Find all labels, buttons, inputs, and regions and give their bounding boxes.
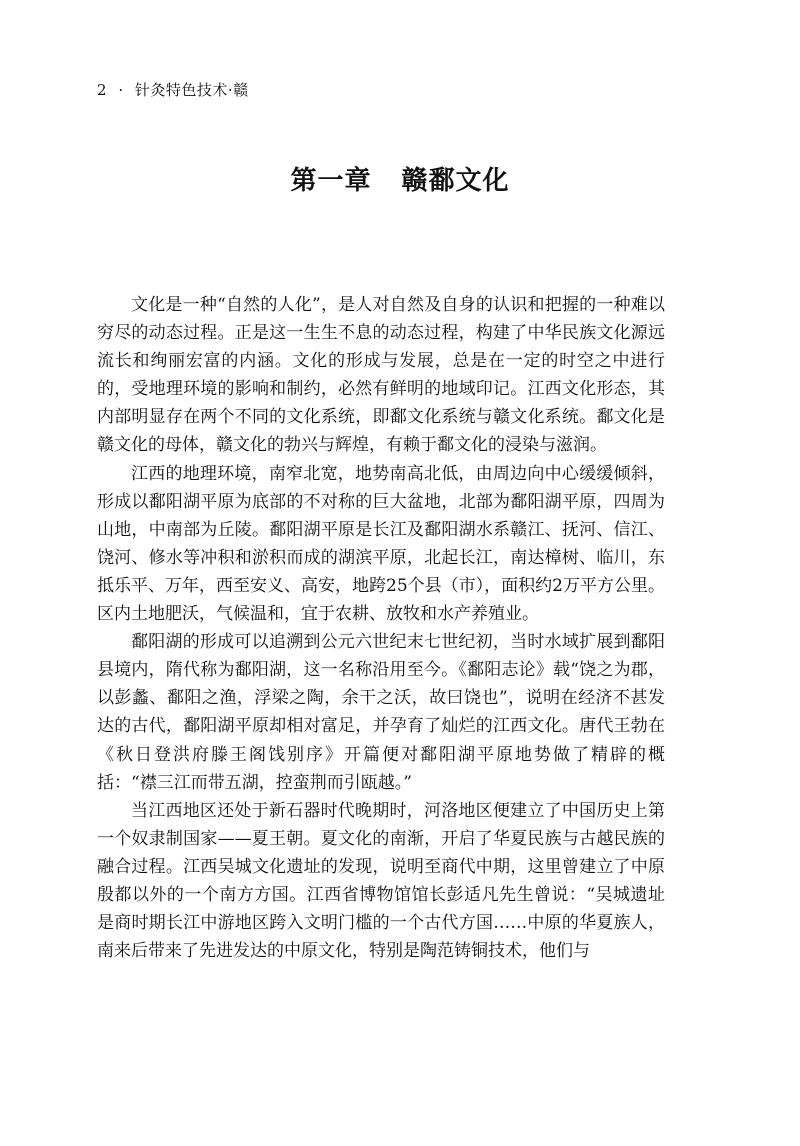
chapter-number: 第一章: [290, 166, 372, 196]
book-title: 针灸特色技术: [134, 81, 228, 99]
running-header: [97, 80, 249, 100]
page-number: 2: [97, 81, 108, 99]
body-text: [97, 291, 665, 965]
paragraph: 鄱阳湖的形成可以追溯到公元六世纪末七世纪初，当时水域扩展到鄱阳县境内，隋代称为鄱阳湖，这一名称沿用至今。《鄱阳志论》载“饶之为郡，以彭蠡、鄱阳之渔，浮梁之陶，余干之沃，故曰饶也”，说明在经济不甚发达的古代，鄱阳湖平原却相对富足，并孕育了灿烂的江西文化。唐代王勃在《秋日登洪府滕王阁饯别序》开篇便对鄱阳湖平原地势做了精辟的概括：“襟三江而带五湖，控蛮荆而引瓯越。”: [97, 632, 665, 793]
paragraph: 当江西地区还处于新石器时代晚期时，河洛地区便建立了中国历史上第一个奴隶制国家——夏王朝。夏文化的南渐，开启了华夏民族与古越民族的融合过程。江西吴城文化遗址的发现，说明至商代中期，这里曾建立了中原殷都以外的一个南方方国。江西省博物馆馆长彭适凡先生曾说：“吴城遗址是商时期长江中游地区跨入文明门槛的一个古代方国……中原的华夏族人，南来后带来了先进发达的中原文化，特别是陶范铸铜技术，他们与: [97, 800, 665, 962]
header-separator: ·: [118, 81, 124, 99]
chapter-name: 赣鄱文化: [401, 166, 510, 196]
chapter-title: [0, 163, 800, 199]
header-separator-inline: ·: [227, 81, 234, 99]
paragraph: 文化是一种“自然的人化”，是人对自然及自身的认识和把握的一种难以穷尽的动态过程。正是这一生生不息的动态过程，构建了中华民族文化源远流长和绚丽宏富的内涵。文化的形成与发展，总是在一定的时空之中进行的，受地理环境的影响和制约，必然有鲜明的地域印记。江西文化形态，其内部明显存在两个不同的文化系统，即鄱文化系统与赣文化系统。鄱文化是赣文化的母体，赣文化的勃兴与辉煌，有赖于鄱文化的浸染与滋润。: [97, 295, 665, 456]
paragraph: 江西的地理环境，南窄北宽，地势南高北低，由周边向中心缓缓倾斜，形成以鄱阳湖平原为底部的不对称的巨大盆地，北部为鄱阳湖平原，四周为山地，中南部为丘陵。鄱阳湖平原是长江及鄱阳湖水系赣江、抚河、信江、饶河、修水等冲积和淤积而成的湖滨平原，北起长江，南达樟树、临川，东抵乐平、万年，西至安义、高安，地跨25个县（市），面积约2万平方公里。区内土地肥沃，气候温和，宜于农耕、放牧和水产养殖业。: [97, 463, 665, 625]
book-subtitle: 赣: [233, 81, 249, 99]
